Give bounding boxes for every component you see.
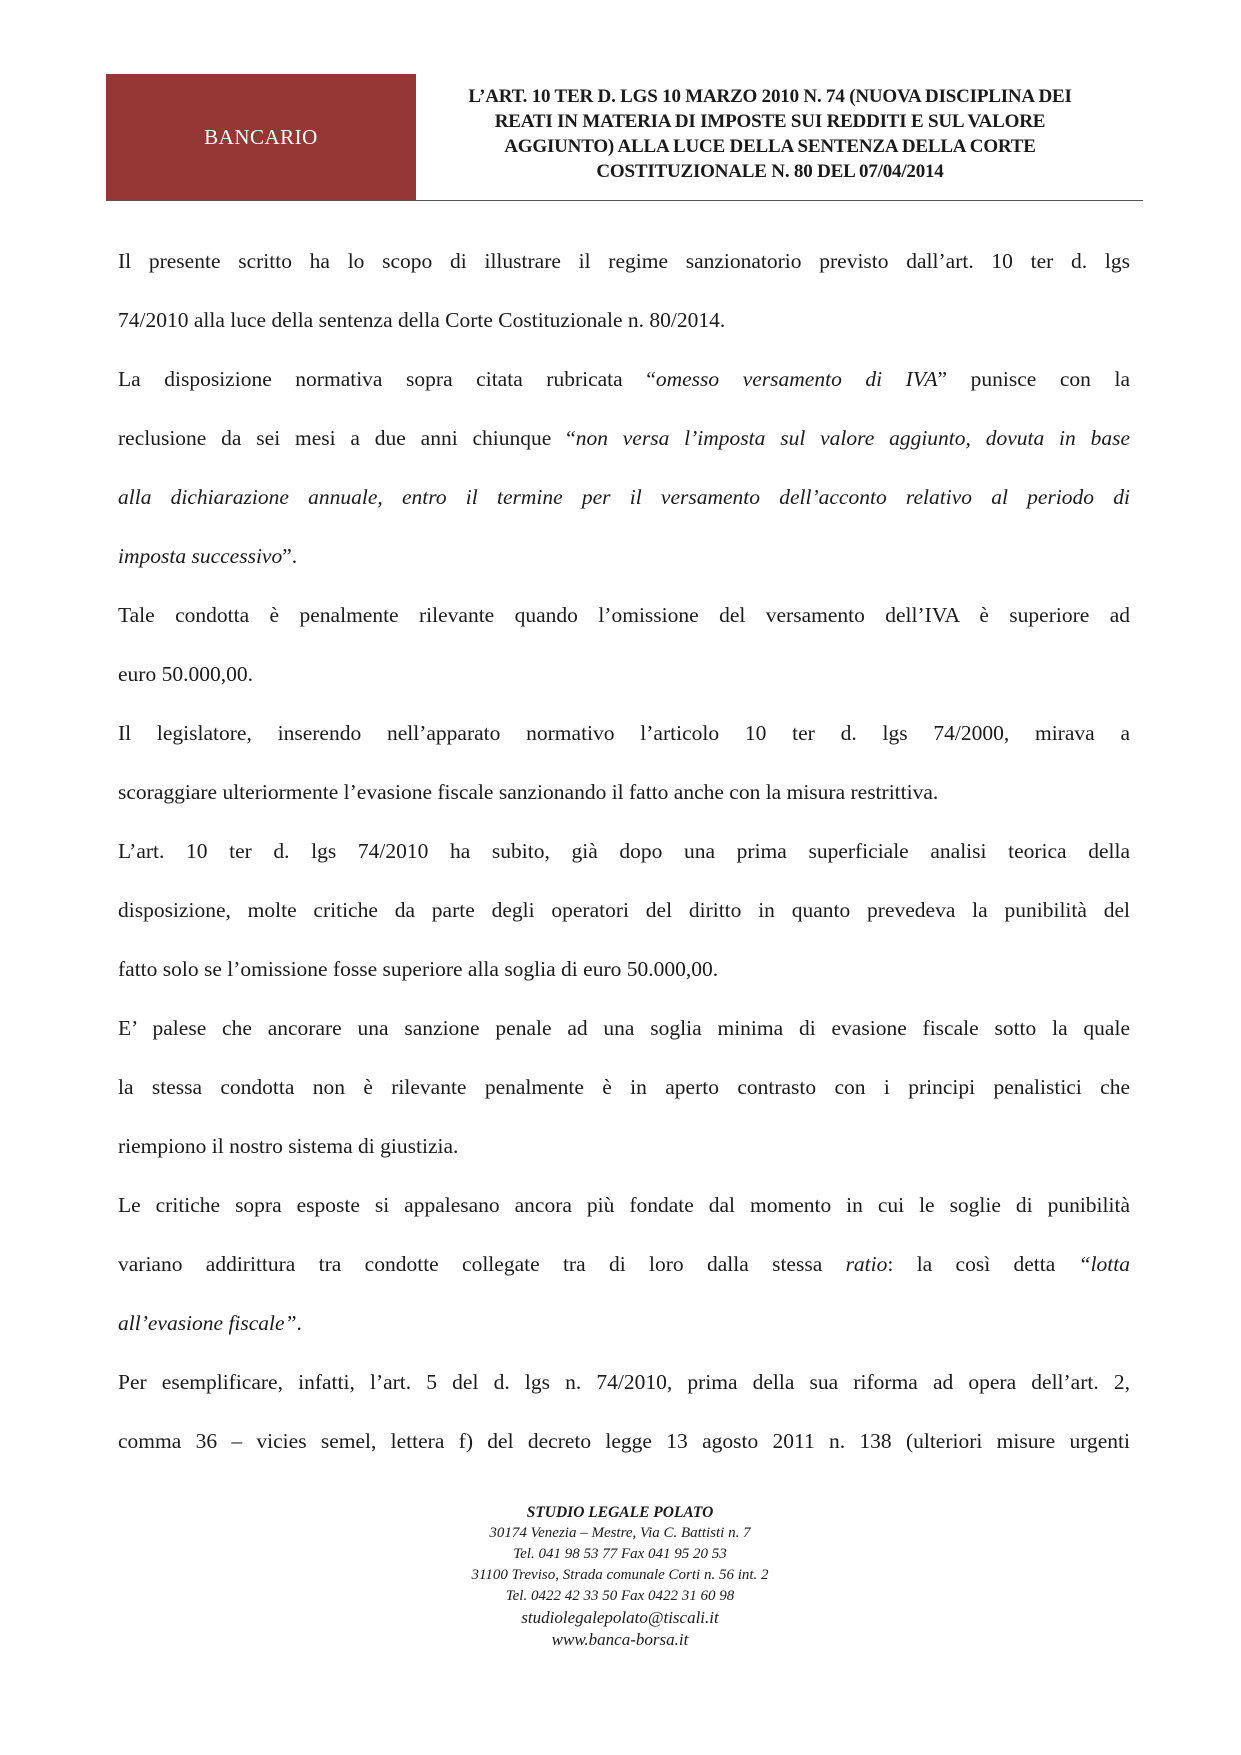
body-line: all’evasione fiscale”. [118, 1311, 302, 1335]
email-text: studiolegalepolato@tiscali.it [521, 1608, 719, 1627]
body-line: disposizione, molte critiche da parte degli operatori del diritto in quanto prevedeva la punibilità del [118, 898, 1130, 922]
body-line: Il legislatore, inserendo nell’apparato normativo l’articolo 10 ter d. lgs 74/2000, mirava a [118, 721, 1130, 745]
letterhead-footer [300, 1502, 940, 1651]
firm-name: STUDIO LEGALE POLATO [526, 1504, 714, 1521]
body-line: Le critiche sopra esposte si appalesano ancora più fondate dal momento in cui le soglie di punibilità [118, 1193, 1130, 1217]
body-line: variano addirittura tra condotte collegate tra di loro dalla stessa ratio: la così detta “lotta [118, 1252, 1130, 1276]
address-line: 31100 Treviso, Strada comunale Corti n. 56 int. 2 [471, 1567, 769, 1583]
body-line: fatto solo se l’omissione fosse superiore alla soglia di euro 50.000,00. [118, 957, 719, 981]
body-line: E’ palese che ancorare una sanzione penale ad una soglia minima di evasione fiscale sotto la quale [118, 1016, 1130, 1040]
title-line: COSTITUZIONALE N. 80 DEL 07/04/2014 [596, 161, 944, 182]
title-line: L’ART. 10 TER D. LGS 10 MARZO 2010 N. 74 (NUOVA DISCIPLINA DEI [468, 86, 1072, 107]
body-line: Per esemplificare, infatti, l’art. 5 del d. lgs n. 74/2010, prima della sua riforma ad opera dell’art. 2, [118, 1370, 1130, 1394]
body-line: reclusione da sei mesi a due anni chiunque “non versa l’imposta sul valore aggiunto, dovuta in base [118, 426, 1131, 450]
body-line: imposta successivo”. [118, 544, 298, 568]
website-text: www.banca-borsa.it [551, 1630, 689, 1649]
category-banner [106, 74, 416, 201]
body-line: La disposizione normativa sopra citata rubricata “omesso versamento di IVA” punisce con la [118, 367, 1131, 391]
header-divider [106, 200, 1143, 201]
body-line: 74/2010 alla luce della sentenza della Corte Costituzionale n. 80/2014. [118, 308, 726, 332]
phone-line: Tel. 041 98 53 77 Fax 041 95 20 53 [513, 1546, 727, 1562]
body-line: L’art. 10 ter d. lgs 74/2010 ha subito, già dopo una prima superficiale analisi teorica della [118, 839, 1130, 863]
body-line: alla dichiarazione annuale, entro il termine per il versamento dell’acconto relativo al periodo di [118, 485, 1130, 509]
body-line: scoraggiare ulteriormente l’evasione fiscale sanzionando il fatto anche con la misura restrittiva. [118, 780, 939, 804]
document-title [420, 84, 1120, 184]
body-line: Il presente scritto ha lo scopo di illustrare il regime sanzionatorio previsto dall’art. 10 ter d. lgs [118, 249, 1130, 273]
body-line: Tale condotta è penalmente rilevante quando l’omissione del versamento dell’IVA è superiore ad [118, 603, 1130, 627]
body-line: riempiono il nostro sistema di giustizia. [118, 1134, 459, 1158]
title-line: REATI IN MATERIA DI IMPOSTE SUI REDDITI E SUL VALORE [494, 111, 1046, 132]
address-line: 30174 Venezia – Mestre, Via C. Battisti n. 7 [489, 1525, 751, 1541]
body-line: euro 50.000,00. [118, 662, 253, 686]
category-label: BANCARIO [204, 125, 318, 149]
body-line: comma 36 – vicies semel, lettera f) del decreto legge 13 agosto 2011 n. 138 (ulteriori misure urgenti [118, 1429, 1130, 1453]
document-body [118, 246, 1130, 1485]
phone-line: Tel. 0422 42 33 50 Fax 0422 31 60 98 [505, 1588, 735, 1604]
title-line: AGGIUNTO) ALLA LUCE DELLA SENTENZA DELLA CORTE [504, 136, 1036, 157]
body-line: la stessa condotta non è rilevante penalmente è in aperto contrasto con i principi penalistici che [118, 1075, 1130, 1099]
